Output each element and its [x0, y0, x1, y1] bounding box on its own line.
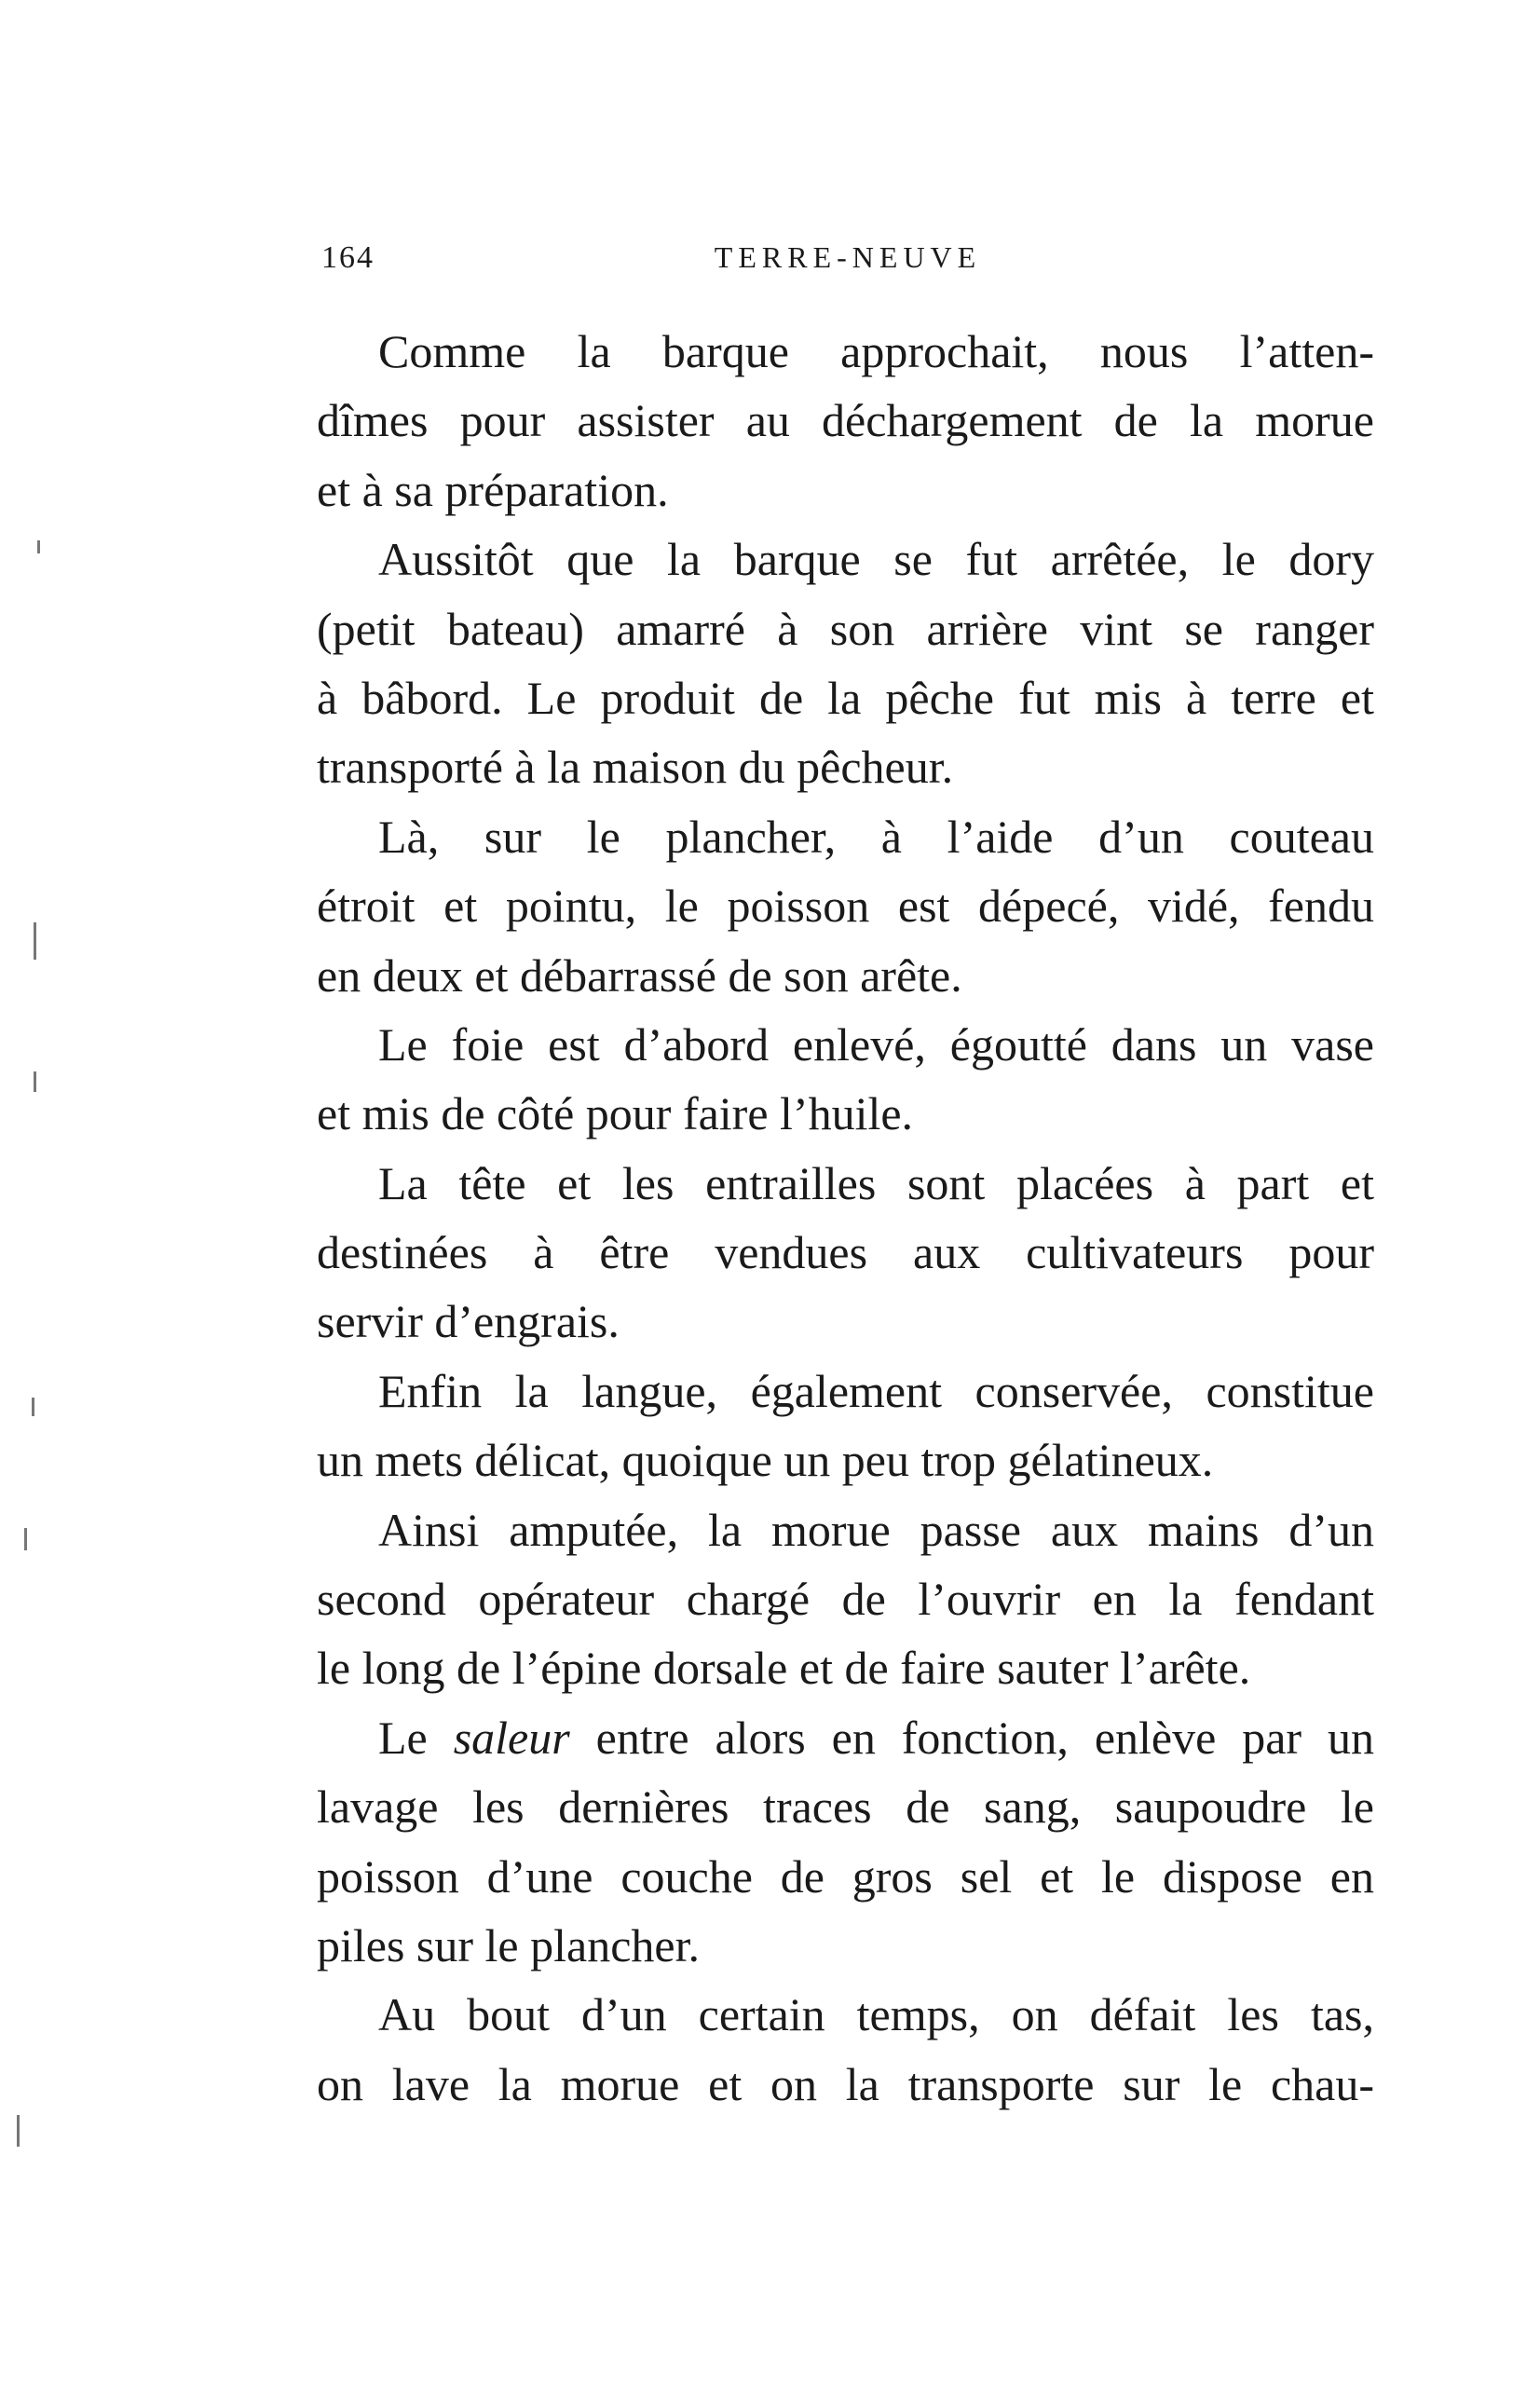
scan-artifact	[37, 540, 40, 553]
text-segment: Aussitôt que la barque se fut arrêtée, le dory	[378, 533, 1374, 586]
text-segment: Là, sur le plancher, à l’aide d’un couteau	[378, 810, 1374, 863]
text-segment: Comme la barque approchait, nous l’atten-	[378, 325, 1374, 377]
paragraph	[317, 1010, 1374, 1149]
text-segment: destinées à être vendues aux cultivateurs pour	[317, 1226, 1374, 1279]
text-segment: Enfin la langue, également conservée, constitue	[378, 1364, 1374, 1417]
text-line	[317, 1357, 1374, 1426]
text-segment: lavage les dernières traces de sang, saupoudre le	[317, 1780, 1374, 1834]
paragraph	[317, 317, 1374, 525]
text-line	[317, 1980, 1374, 2049]
running-header	[321, 240, 1374, 278]
text-segment: dîmes pour assister au déchargement de la morue	[317, 394, 1374, 447]
paragraph	[317, 1495, 1374, 1703]
text-segment: servir d’engrais.	[317, 1295, 620, 1348]
text-line	[317, 802, 1374, 871]
text-line	[317, 1287, 1374, 1356]
scan-artifact	[17, 2115, 20, 2147]
paragraph	[317, 802, 1374, 1010]
text-segment: et à sa préparation.	[317, 463, 669, 516]
page-number: 164	[321, 240, 375, 275]
text-segment: en deux et débarrassé de son arête.	[317, 948, 962, 1002]
text-line	[317, 1010, 1374, 1079]
text-segment: un mets délicat, quoique un peu trop gélatineux.	[317, 1434, 1214, 1487]
text-line	[317, 1633, 1374, 1702]
text-segment: le long de l’épine dorsale et de faire sauter l’arête.	[317, 1642, 1251, 1695]
text-segment: poisson d’une couche de gros sel et le dispose en	[317, 1849, 1374, 1903]
body-text	[317, 317, 1374, 2119]
text-segment: Le foie est d’abord enlevé, égoutté dans un vase	[378, 1017, 1374, 1071]
text-segment: (petit bateau) amarré à son arrière vint se ranger	[317, 602, 1374, 655]
text-line	[317, 941, 1374, 1010]
paragraph	[317, 1357, 1374, 1495]
text-segment: Ainsi amputée, la morue passe aux mains d’un	[378, 1503, 1374, 1556]
text-segment: La tête et les entrailles sont placées à part et	[378, 1156, 1374, 1209]
text-segment: Au bout d’un certain temps, on défait les tas,	[378, 1988, 1374, 2041]
text-line	[317, 2050, 1374, 2119]
text-segment: Le	[378, 1711, 454, 1764]
text-line	[317, 732, 1374, 801]
scan-artifact	[24, 1528, 27, 1550]
paragraph	[317, 1149, 1374, 1357]
paragraph	[317, 1703, 1374, 1981]
running-title: TERRE-NEUVE	[714, 240, 982, 274]
text-line	[317, 456, 1374, 525]
italic-term: saleur	[453, 1711, 570, 1764]
text-segment: et mis de côté pour faire l’huile.	[317, 1087, 914, 1140]
text-line	[317, 663, 1374, 732]
text-line	[317, 1703, 1374, 1772]
text-segment: piles sur le plancher.	[317, 1918, 700, 1971]
scan-artifact	[34, 922, 36, 960]
paragraph	[317, 1980, 1374, 2119]
text-line	[317, 1218, 1374, 1287]
text-segment: second opérateur chargé de l’ouvrir en la fendant	[317, 1573, 1374, 1626]
text-line	[317, 1842, 1374, 1911]
text-segment: on lave la morue et on la transporte sur le chau-	[317, 2057, 1374, 2110]
scan-artifact	[34, 1071, 36, 1092]
text-line	[317, 1495, 1374, 1564]
text-line	[317, 871, 1374, 940]
text-segment: à bâbord. Le produit de la pêche fut mis à terre et	[317, 671, 1374, 724]
paragraph	[317, 525, 1374, 802]
text-segment: étroit et pointu, le poisson est dépecé, vidé, fendu	[317, 880, 1374, 933]
text-line	[317, 594, 1374, 663]
text-line	[317, 1149, 1374, 1218]
scan-artifact	[32, 1398, 34, 1416]
text-line	[317, 317, 1374, 386]
text-line	[317, 1426, 1374, 1494]
text-line	[317, 525, 1374, 593]
text-segment: entre alors en fonction, enlève par un	[569, 1711, 1375, 1764]
text-line	[317, 1564, 1374, 1633]
text-line	[317, 1772, 1374, 1841]
text-line	[317, 386, 1374, 455]
text-line	[317, 1911, 1374, 1980]
text-line	[317, 1079, 1374, 1148]
text-segment: transporté à la maison du pêcheur.	[317, 741, 954, 794]
